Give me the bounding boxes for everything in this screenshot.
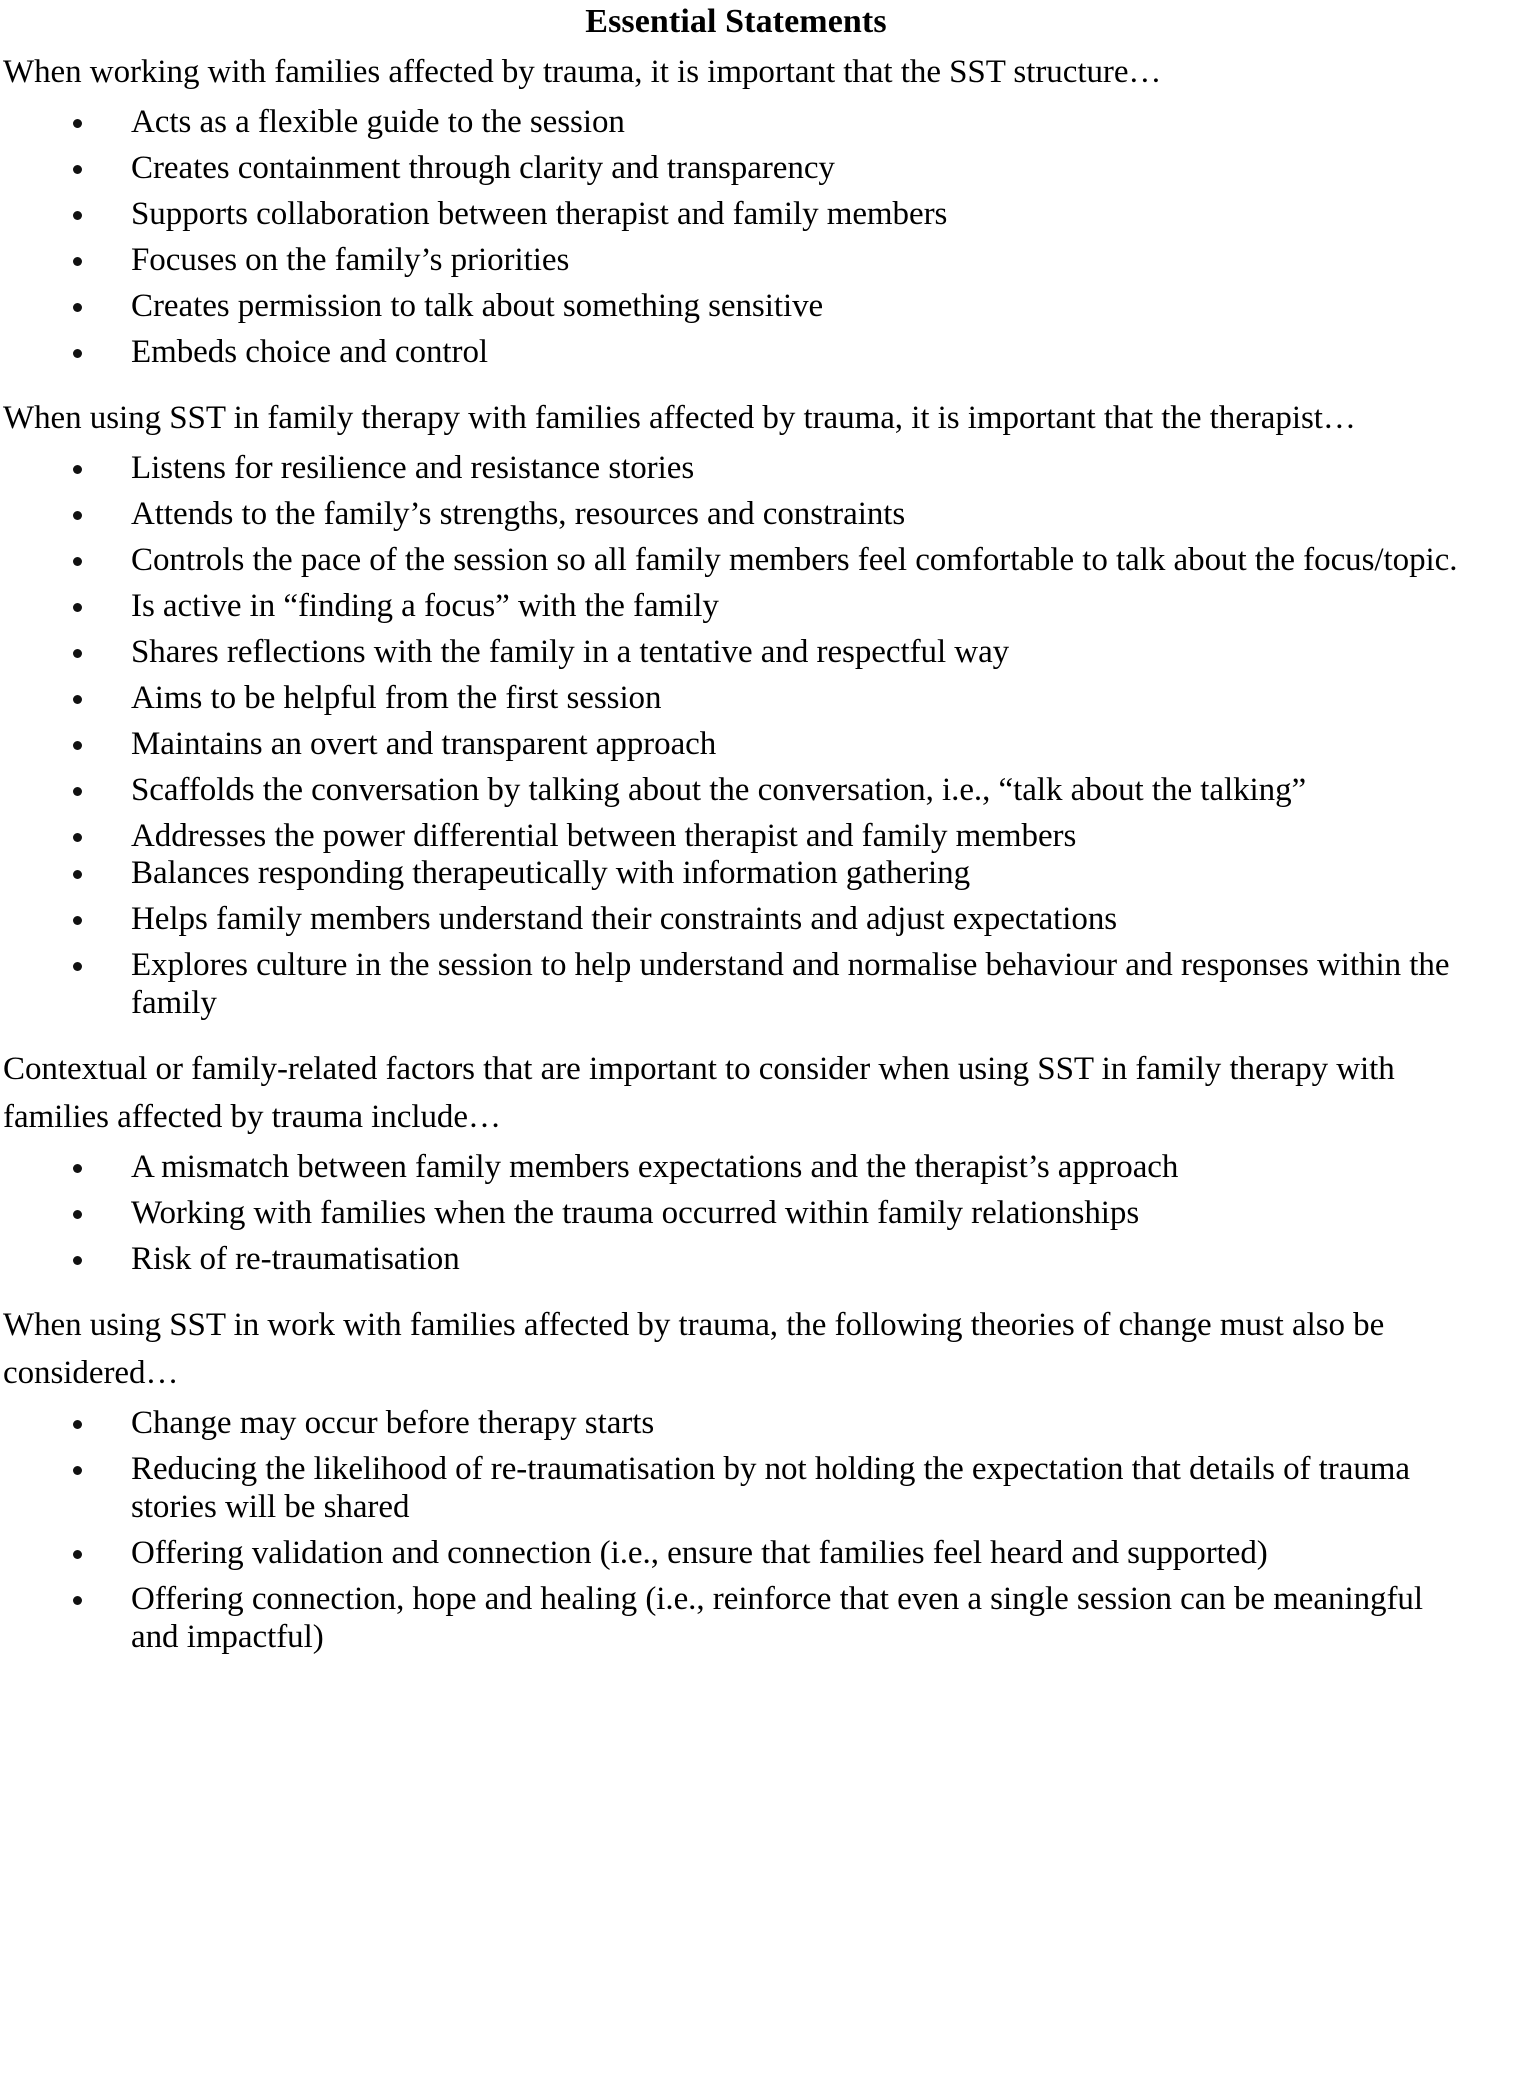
list-item-label: Attends to the family’s strengths, resources and constraints xyxy=(131,496,906,532)
section-theories-of-change xyxy=(3,1301,1469,1656)
bullet-icon xyxy=(73,916,82,925)
list-item xyxy=(3,449,1469,487)
list-item xyxy=(3,103,1469,141)
section-spacer xyxy=(3,371,1469,380)
bullet-icon xyxy=(73,695,82,704)
bullet-list xyxy=(3,1148,1469,1278)
bullet-icon xyxy=(73,649,82,658)
list-item xyxy=(3,725,1469,763)
list-item xyxy=(3,541,1469,579)
list-item-label: Scaffolds the conversation by talking about the conversation, i.e., “talk about the talking” xyxy=(131,772,1307,808)
bullet-icon xyxy=(73,303,82,312)
bullet-icon xyxy=(73,1550,82,1559)
section-sst-structure xyxy=(3,48,1469,371)
list-item xyxy=(3,771,1469,809)
list-item xyxy=(3,1450,1469,1526)
bullet-icon xyxy=(73,962,82,971)
list-item-label: Change may occur before therapy starts xyxy=(131,1405,655,1441)
list-item xyxy=(3,679,1469,717)
list-item-label: Embeds choice and control xyxy=(131,334,489,370)
list-item-label: A mismatch between family members expectations and the therapist’s approach xyxy=(131,1149,1179,1185)
bullet-icon xyxy=(73,211,82,220)
section-lead: When using SST in family therapy with families affected by trauma, it is important that the therapist… xyxy=(3,400,1356,436)
bullet-icon xyxy=(73,119,82,128)
list-item-label: Creates containment through clarity and transparency xyxy=(131,150,835,186)
list-item xyxy=(3,1240,1469,1278)
list-item-label: Creates permission to talk about something sensitive xyxy=(131,288,824,324)
list-item-label: Balances responding therapeutically with information gathering xyxy=(131,855,971,891)
list-item xyxy=(3,817,1469,855)
bullet-icon xyxy=(73,833,82,842)
list-item-label: Risk of re-traumatisation xyxy=(131,1241,460,1277)
list-item-label: Shares reflections with the family in a tentative and respectful way xyxy=(131,634,1010,670)
list-item xyxy=(3,1194,1469,1232)
bullet-icon xyxy=(73,1420,82,1429)
list-item-label: Helps family members understand their constraints and adjust expectations xyxy=(131,901,1118,937)
bullet-icon xyxy=(73,741,82,750)
page-title: Essential Statements xyxy=(585,3,887,40)
section-spacer xyxy=(3,1278,1469,1287)
bullet-list xyxy=(3,1404,1469,1656)
list-item-label: Is active in “finding a focus” with the family xyxy=(131,588,719,624)
bullet-list xyxy=(3,449,1469,1022)
bullet-icon xyxy=(73,349,82,358)
bullet-icon xyxy=(73,787,82,796)
list-item xyxy=(3,495,1469,533)
bullet-icon xyxy=(73,870,82,879)
list-item xyxy=(3,149,1469,187)
bullet-icon xyxy=(73,1466,82,1475)
list-item xyxy=(3,1534,1469,1572)
list-item-label: Offering validation and connection (i.e., ensure that families feel heard and supported) xyxy=(131,1535,1268,1571)
list-item-label: Aims to be helpful from the first session xyxy=(131,680,662,716)
bullet-icon xyxy=(73,465,82,474)
list-item xyxy=(3,1404,1469,1442)
list-item xyxy=(3,1580,1469,1656)
bullet-icon xyxy=(73,511,82,520)
list-item-label: Listens for resilience and resistance stories xyxy=(131,450,695,486)
list-item-label: Maintains an overt and transparent approach xyxy=(131,726,717,762)
bullet-icon xyxy=(73,1210,82,1219)
list-item xyxy=(3,1148,1469,1186)
bullet-icon xyxy=(73,257,82,266)
list-item xyxy=(3,946,1469,1022)
section-lead: Contextual or family-related factors that are important to consider when using SST in family therapy with families affected by trauma include… xyxy=(3,1051,1395,1135)
list-item xyxy=(3,854,1469,892)
list-item xyxy=(3,241,1469,279)
list-item-label: Offering connection, hope and healing (i.e., reinforce that even a single session can be meaningful and impactful) xyxy=(131,1581,1423,1655)
bullet-icon xyxy=(73,1164,82,1173)
bullet-list xyxy=(3,103,1469,371)
list-item-label: Explores culture in the session to help understand and normalise behaviour and responses within the family xyxy=(131,947,1450,1021)
list-item-label: Acts as a flexible guide to the session xyxy=(131,104,625,140)
list-item-label: Addresses the power differential between therapist and family members xyxy=(131,818,1077,854)
list-item-label: Focuses on the family’s priorities xyxy=(131,242,570,278)
bullet-icon xyxy=(73,603,82,612)
section-lead: When using SST in work with families affected by trauma, the following theories of change must also be considered… xyxy=(3,1307,1385,1391)
bullet-icon xyxy=(73,1256,82,1265)
list-item xyxy=(3,195,1469,233)
list-item-label: Controls the pace of the session so all family members feel comfortable to talk about the focus/topic. xyxy=(131,542,1458,578)
section-therapist xyxy=(3,394,1469,1022)
list-item xyxy=(3,587,1469,625)
bullet-icon xyxy=(73,165,82,174)
list-item xyxy=(3,287,1469,325)
section-lead: When working with families affected by trauma, it is important that the SST structure… xyxy=(3,54,1162,90)
list-item xyxy=(3,333,1469,371)
section-spacer xyxy=(3,1022,1469,1031)
list-item xyxy=(3,900,1469,938)
bullet-icon xyxy=(73,557,82,566)
list-item-label: Working with families when the trauma occurred within family relationships xyxy=(131,1195,1140,1231)
list-item xyxy=(3,633,1469,671)
list-item-label: Reducing the likelihood of re-traumatisation by not holding the expectation that details of trauma stories will be shared xyxy=(131,1451,1411,1525)
bullet-icon xyxy=(73,1596,82,1605)
list-item-label: Supports collaboration between therapist and family members xyxy=(131,196,948,232)
section-contextual-factors xyxy=(3,1045,1469,1278)
